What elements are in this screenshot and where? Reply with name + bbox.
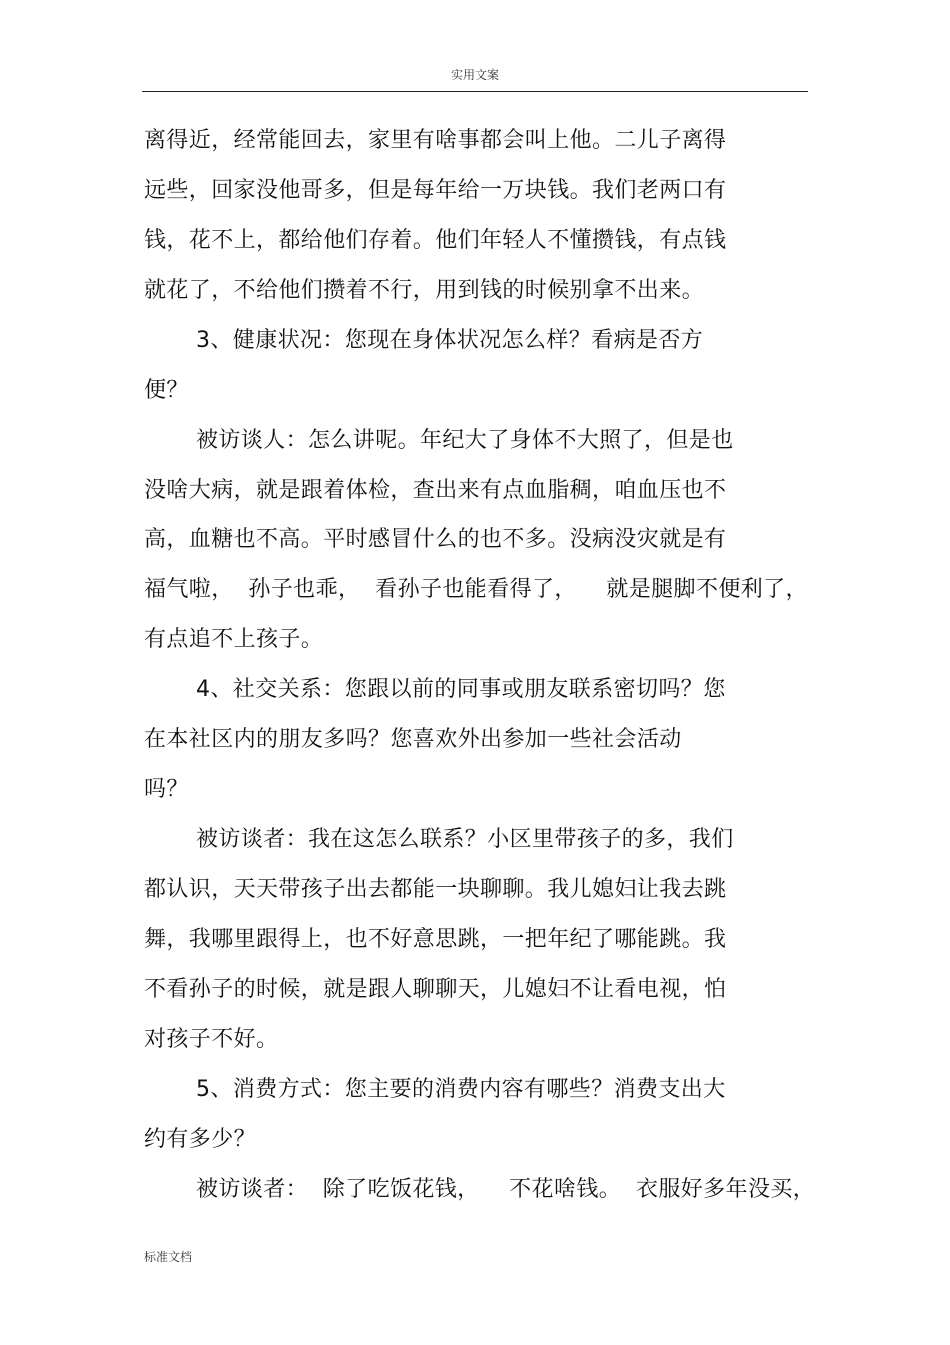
answer-5-line-1: 被访谈者： 除了吃饭花钱， 不花啥钱。 衣服好多年没买， bbox=[196, 1177, 816, 1202]
question-5-line-1: 5、消费方式：您主要的消费内容有哪些？消费支出大 bbox=[196, 1077, 726, 1102]
answer-4-line-1: 被访谈者：我在这怎么联系？小区里带孩子的多，我们 bbox=[196, 827, 734, 852]
answer-3-line-4: 福气啦， 孙子也乖， 看孙子也能看得了， 就是腿脚不便利了， bbox=[144, 577, 808, 602]
header-divider bbox=[142, 91, 808, 92]
body-line-4: 就花了，不给他们攒着不行，用到钱的时候别拿不出来。 bbox=[144, 278, 705, 303]
body-line-3: 钱，花不上，都给他们存着。他们年轻人不懂攒钱，有点钱 bbox=[144, 228, 727, 253]
page-footer-label: 标准文档 bbox=[144, 1250, 193, 1264]
answer-3-line-2: 没啥大病，就是跟着体检，查出来有点血脂稠，咱血压也不 bbox=[144, 478, 727, 503]
answer-4-line-2: 都认识，天天带孩子出去都能一块聊聊。我儿媳妇让我去跳 bbox=[144, 877, 727, 902]
answer-4-line-4: 不看孙子的时候，就是跟人聊聊天，儿媳妇不让看电视，怕 bbox=[144, 977, 727, 1002]
page-header-title: 实用文案 bbox=[450, 68, 499, 82]
question-4-line-1: 4、社交关系：您跟以前的同事或朋友联系密切吗？您 bbox=[196, 677, 726, 702]
answer-3-line-3: 高，血糖也不高。平时感冒什么的也不多。没病没灾就是有 bbox=[144, 527, 727, 552]
body-line-1: 离得近，经常能回去，家里有啥事都会叫上他。二儿子离得 bbox=[144, 128, 727, 153]
answer-3-line-1: 被访谈人：怎么讲呢。年纪大了身体不大照了，但是也 bbox=[196, 428, 734, 453]
question-4-line-2: 在本社区内的朋友多吗？您喜欢外出参加一些社会活动 bbox=[144, 727, 682, 752]
answer-4-line-5: 对孩子不好。 bbox=[144, 1027, 279, 1052]
question-5-line-2: 约有多少？ bbox=[144, 1127, 257, 1152]
answer-4-line-3: 舞，我哪里跟得上，也不好意思跳，一把年纪了哪能跳。我 bbox=[144, 927, 727, 952]
question-3-line-2: 便？ bbox=[144, 378, 189, 403]
question-3-line-1: 3、健康状况：您现在身体状况怎么样？看病是否方 bbox=[196, 328, 704, 353]
body-line-2: 远些，回家没他哥多，但是每年给一万块钱。我们老两口有 bbox=[144, 178, 727, 203]
question-4-line-3: 吗？ bbox=[144, 777, 189, 802]
answer-3-line-5: 有点追不上孩子。 bbox=[144, 627, 324, 652]
